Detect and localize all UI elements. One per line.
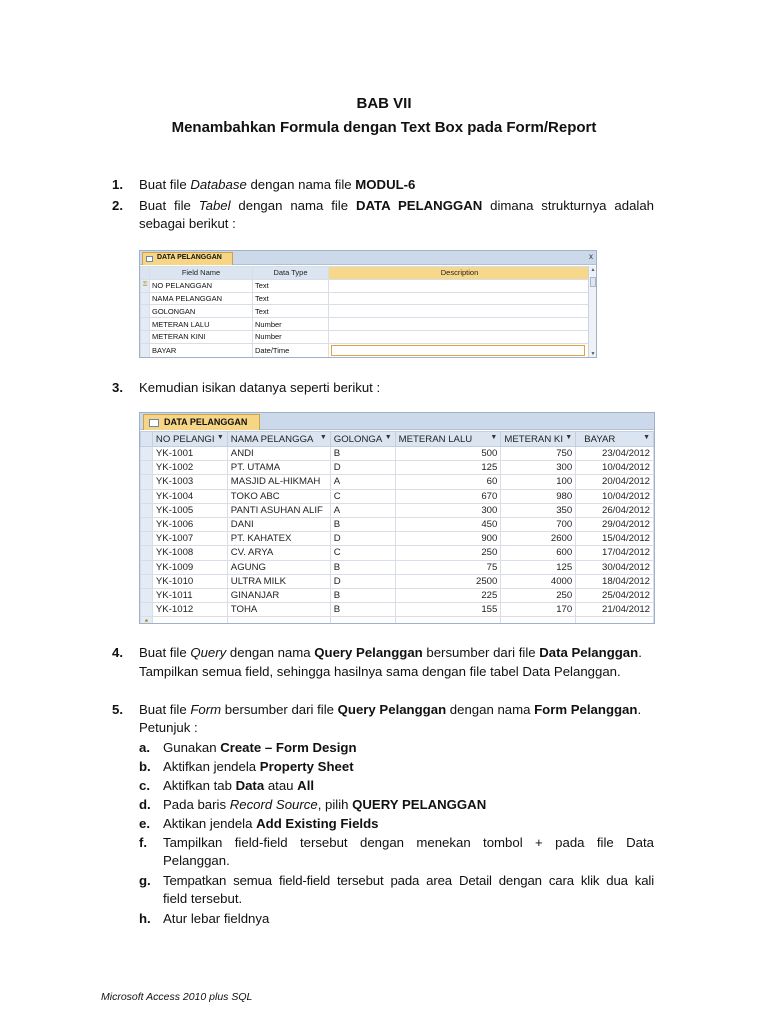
text: dengan nama file [230, 198, 356, 213]
table-cell[interactable]: 2500 [395, 574, 501, 588]
substep-c-text [163, 776, 314, 795]
text: dengan nama [226, 645, 315, 660]
text: Buat file [139, 177, 191, 192]
table-cell[interactable]: A [330, 475, 395, 489]
table-icon [149, 419, 159, 427]
field-name-cell[interactable]: BAYAR [150, 343, 253, 357]
datasheet-window [139, 412, 655, 624]
table-cell[interactable]: MASJID AL-HIKMAH [227, 475, 330, 489]
table-row[interactable] [141, 489, 654, 503]
table-cell[interactable]: C [330, 546, 395, 560]
tab-data-pelanggan[interactable] [143, 414, 260, 430]
text: Gunakan [163, 740, 221, 755]
row-selector[interactable] [141, 461, 153, 475]
text: . [638, 645, 642, 660]
column-header[interactable] [152, 432, 227, 447]
table-cell[interactable]: 350 [501, 503, 576, 517]
key-icon: ⚿ [141, 279, 150, 292]
table-cell[interactable]: GINANJAR [227, 588, 330, 602]
substep-letter: e. [139, 816, 150, 831]
page-title: Menambahkan Formula dengan Text Box pada Form/Report [171, 119, 597, 136]
substep-e-text [163, 814, 378, 833]
vertical-scrollbar[interactable] [588, 266, 596, 358]
data-type-cell[interactable]: Text [253, 292, 329, 305]
table-cell[interactable] [152, 617, 227, 624]
step-2-text [139, 196, 654, 215]
column-header[interactable]: Field Name [150, 267, 253, 280]
table-cell[interactable]: 4000 [501, 574, 576, 588]
design-grid [140, 266, 591, 358]
description-cell[interactable] [329, 292, 591, 305]
design-view-window [139, 250, 597, 358]
header-label: METERAN LALU [398, 433, 473, 445]
text-bold: Property Sheet [259, 759, 354, 774]
table-cell[interactable]: YK-1010 [152, 574, 227, 588]
table-cell[interactable]: YK-1003 [152, 475, 227, 489]
field-name-cell[interactable]: METERAN LALU [150, 318, 253, 331]
field-name-cell[interactable] [150, 357, 253, 358]
row-selector[interactable] [141, 574, 153, 588]
substep-letter: b. [139, 759, 151, 774]
scroll-thumb[interactable] [590, 277, 596, 287]
description-cell[interactable] [329, 330, 591, 343]
row-selector[interactable] [141, 343, 150, 357]
column-header[interactable] [227, 432, 330, 447]
description-cell-active[interactable] [329, 343, 591, 357]
description-cell[interactable] [329, 357, 591, 358]
table-cell[interactable]: 170 [501, 603, 576, 617]
column-header[interactable] [395, 432, 501, 447]
page-footer: Microsoft Access 2010 plus SQL [101, 991, 253, 1003]
step-3-text: Kemudian isikan datanya seperti berikut : [139, 380, 381, 395]
text: Pada baris [163, 797, 230, 812]
text-bold: All [297, 778, 315, 793]
row-selector[interactable] [141, 517, 153, 531]
table-row[interactable] [141, 447, 654, 461]
table-cell[interactable]: D [330, 574, 395, 588]
table-cell[interactable]: 900 [395, 532, 501, 546]
table-cell[interactable]: 750 [501, 447, 576, 461]
substep-g-line-2: field tersebut. [163, 891, 243, 906]
table-row[interactable] [141, 330, 591, 343]
substep-letter: h. [139, 911, 151, 926]
dropdown-arrow-icon[interactable]: ▼ [565, 433, 573, 441]
tab-bar [140, 413, 654, 430]
data-type-cell[interactable] [253, 357, 329, 358]
table-cell[interactable]: B [330, 447, 395, 461]
column-header[interactable] [576, 432, 654, 447]
text: dimana strukturnya adalah [482, 198, 654, 213]
close-icon[interactable]: x [589, 252, 593, 261]
step-2-line-2: sebagai berikut : [139, 216, 236, 231]
step-5-text [139, 700, 641, 719]
table-cell[interactable]: YK-1001 [152, 447, 227, 461]
row-selector[interactable] [141, 357, 150, 358]
row-selector[interactable] [141, 447, 153, 461]
dropdown-arrow-icon[interactable]: ▼ [384, 433, 392, 441]
tab-label: DATA PELANGGAN [157, 254, 222, 261]
step-number: 3. [112, 380, 123, 395]
text-bold: DATA PELANGGAN [355, 198, 483, 213]
table-row[interactable] [141, 343, 591, 357]
table-row[interactable] [141, 357, 591, 358]
table-row[interactable] [141, 574, 654, 588]
substep-b-text [163, 757, 354, 776]
table-cell[interactable]: 670 [395, 489, 501, 503]
text-bold: Data [235, 778, 265, 793]
table-cell[interactable]: D [330, 461, 395, 475]
table-cell[interactable]: B [330, 603, 395, 617]
table-row[interactable] [141, 475, 654, 489]
step-1-text [139, 175, 415, 194]
table-cell[interactable]: DANI [227, 517, 330, 531]
column-header[interactable] [501, 432, 576, 447]
table-cell[interactable]: 26/04/2012 [576, 503, 654, 517]
table-cell[interactable]: 29/04/2012 [576, 517, 654, 531]
table-cell[interactable]: YK-1009 [152, 560, 227, 574]
substep-letter: a. [139, 740, 150, 755]
step-number: 2. [112, 198, 123, 213]
row-selector[interactable] [141, 330, 150, 343]
dropdown-arrow-icon[interactable]: ▼ [643, 433, 650, 441]
text: Aktikan jendela [163, 816, 257, 831]
table-row[interactable] [141, 318, 591, 331]
table-cell[interactable]: 250 [501, 588, 576, 602]
description-cell[interactable] [329, 305, 591, 318]
table-cell[interactable]: 250 [395, 546, 501, 560]
table-cell[interactable]: PT. UTAMA [227, 461, 330, 475]
header-label: BAYAR [584, 433, 616, 445]
table-row[interactable] [141, 279, 591, 292]
table-cell[interactable]: 155 [395, 603, 501, 617]
table-cell[interactable]: ANDI [227, 447, 330, 461]
table-cell[interactable]: 25/04/2012 [576, 588, 654, 602]
table-icon [146, 256, 153, 262]
table-cell[interactable]: D [330, 532, 395, 546]
table-cell[interactable]: YK-1002 [152, 461, 227, 475]
corner-cell [141, 267, 150, 280]
text-bold: Data Pelanggan [539, 645, 639, 660]
substep-letter: g. [139, 873, 151, 888]
table-cell[interactable]: C [330, 489, 395, 503]
table-cell[interactable]: PT. KAHATEX [227, 532, 330, 546]
table-cell[interactable]: 450 [395, 517, 501, 531]
substep-letter: c. [139, 778, 150, 793]
data-type-cell[interactable]: Number [253, 330, 329, 343]
table-row[interactable] [141, 503, 654, 517]
table-cell[interactable]: 21/04/2012 [576, 603, 654, 617]
table-cell[interactable]: YK-1006 [152, 517, 227, 531]
table-row[interactable] [141, 292, 591, 305]
text-bold: Create – Form Design [220, 740, 357, 755]
data-type-cell[interactable]: Date/Time [253, 343, 329, 357]
text: bersumber dari file [221, 702, 338, 717]
table-row[interactable] [141, 546, 654, 560]
substep-g-text: Tempatkan semua field-field tersebut pada area Detail dengan cara klik dua kali [163, 873, 654, 888]
table-cell[interactable]: 23/04/2012 [576, 447, 654, 461]
table-cell[interactable] [330, 617, 395, 624]
text-bold: Query Pelanggan [337, 702, 447, 717]
substep-f-text: Tampilkan field-field tersebut dengan menekan tombol + pada file Data [163, 835, 654, 850]
hint-label: Petunjuk : [139, 720, 198, 735]
table-cell[interactable]: 300 [395, 503, 501, 517]
row-selector[interactable] [141, 489, 153, 503]
text-bold: Query Pelanggan [314, 645, 423, 660]
row-selector[interactable] [141, 475, 153, 489]
text: bersumber dari file [422, 645, 540, 660]
header-label: GOLONGA [333, 433, 383, 445]
table-row[interactable] [141, 560, 654, 574]
table-cell[interactable]: 10/04/2012 [576, 489, 654, 503]
chapter-title: BAB VII [356, 95, 412, 112]
field-name-cell[interactable]: NO PELANGGAN [150, 279, 253, 292]
table-row[interactable] [141, 588, 654, 602]
header-label: NAMA PELANGGA [230, 433, 314, 445]
text: Buat file [139, 702, 191, 717]
description-cell[interactable] [329, 318, 591, 331]
column-header[interactable]: Data Type [253, 267, 329, 280]
table-cell[interactable]: YK-1012 [152, 603, 227, 617]
text: , pilih [317, 797, 353, 812]
description-cell[interactable] [329, 279, 591, 292]
text: Buat file [139, 198, 199, 213]
text: dengan nama [446, 702, 535, 717]
data-type-cell[interactable]: Text [253, 305, 329, 318]
text: dengan nama file [246, 177, 356, 192]
row-selector[interactable] [141, 588, 153, 602]
row-selector[interactable] [141, 292, 150, 305]
table-cell[interactable]: TOHA [227, 603, 330, 617]
table-cell[interactable]: 700 [501, 517, 576, 531]
table-cell[interactable] [227, 617, 330, 624]
text-italic: Tabel [198, 198, 231, 213]
datasheet-grid [140, 431, 654, 624]
field-name-cell[interactable]: METERAN KINI [150, 330, 253, 343]
text-bold: MODUL-6 [355, 177, 416, 192]
header-label: METERAN KI [504, 433, 563, 445]
table-cell[interactable]: 125 [501, 560, 576, 574]
text-bold: QUERY PELANGGAN [352, 797, 487, 812]
text-italic: Record Source [229, 797, 318, 812]
table-cell[interactable]: 225 [395, 588, 501, 602]
table-cell[interactable]: 18/04/2012 [576, 574, 654, 588]
table-row[interactable] [141, 461, 654, 475]
text: Buat file [139, 645, 191, 660]
text: Aktifkan tab [163, 778, 236, 793]
tab-data-pelanggan[interactable] [142, 252, 233, 265]
row-selector[interactable] [141, 503, 153, 517]
table-cell[interactable]: YK-1011 [152, 588, 227, 602]
row-selector[interactable] [141, 603, 153, 617]
table-row[interactable] [141, 603, 654, 617]
table-cell[interactable]: YK-1007 [152, 532, 227, 546]
table-cell[interactable]: B [330, 517, 395, 531]
table-cell[interactable]: AGUNG [227, 560, 330, 574]
scroll-down-icon[interactable]: ▼ [590, 351, 596, 357]
table-cell[interactable]: 500 [395, 447, 501, 461]
dropdown-arrow-icon[interactable]: ▼ [319, 433, 327, 441]
dropdown-arrow-icon[interactable]: ▼ [216, 433, 224, 441]
new-record-marker[interactable]: * [141, 617, 153, 624]
data-type-cell[interactable]: Text [253, 279, 329, 292]
table-cell[interactable]: 980 [501, 489, 576, 503]
row-selector[interactable] [141, 560, 153, 574]
table-cell[interactable]: 125 [395, 461, 501, 475]
step-4-text [139, 643, 642, 662]
table-row[interactable] [141, 517, 654, 531]
table-cell[interactable] [576, 617, 654, 624]
table-cell[interactable]: 15/04/2012 [576, 532, 654, 546]
substep-letter: f. [139, 835, 148, 850]
substep-a-text [163, 738, 357, 757]
header-label: NO PELANGI [155, 433, 215, 445]
table-row[interactable] [141, 532, 654, 546]
substep-d-text [163, 795, 486, 814]
text-bold: Add Existing Fields [256, 816, 379, 831]
new-record-row[interactable] [141, 617, 654, 624]
tab-bar [140, 251, 596, 265]
row-selector[interactable] [141, 305, 150, 318]
table-cell[interactable]: YK-1005 [152, 503, 227, 517]
scroll-up-icon[interactable]: ▲ [590, 267, 596, 273]
tab-label: DATA PELANGGAN [164, 417, 248, 427]
table-cell[interactable]: YK-1004 [152, 489, 227, 503]
table-cell[interactable]: B [330, 560, 395, 574]
dropdown-arrow-icon[interactable]: ▼ [490, 433, 498, 441]
step-number: 5. [112, 702, 123, 717]
description-input[interactable] [331, 345, 585, 356]
step-number: 1. [112, 177, 123, 192]
row-selector[interactable] [141, 318, 150, 331]
select-all-cell[interactable] [141, 432, 153, 447]
table-cell[interactable]: 100 [501, 475, 576, 489]
data-type-cell[interactable]: Number [253, 318, 329, 331]
table-cell[interactable]: 600 [501, 546, 576, 560]
table-cell[interactable] [501, 617, 576, 624]
step-number: 4. [112, 645, 123, 660]
text: Aktifkan jendela [163, 759, 260, 774]
substep-h-text: Atur lebar fieldnya [163, 911, 270, 926]
text-italic: Database [190, 177, 247, 192]
substep-f-line-2: Pelanggan. [163, 853, 230, 868]
table-cell[interactable]: 75 [395, 560, 501, 574]
text-italic: Form [190, 702, 222, 717]
table-cell[interactable]: 60 [395, 475, 501, 489]
table-cell[interactable]: 20/04/2012 [576, 475, 654, 489]
step-4-line-2: Tampilkan semua field, sehingga hasilnya sama dengan file tabel Data Pelanggan. [139, 664, 621, 679]
text: . [637, 702, 642, 717]
table-cell[interactable]: PANTI ASUHAN ALIF [227, 503, 330, 517]
table-cell[interactable]: 10/04/2012 [576, 461, 654, 475]
table-cell[interactable]: A [330, 503, 395, 517]
table-cell[interactable]: 300 [501, 461, 576, 475]
text-bold: Form Pelanggan [534, 702, 638, 717]
table-cell[interactable]: ULTRA MILK [227, 574, 330, 588]
table-cell[interactable]: 17/04/2012 [576, 546, 654, 560]
table-cell[interactable]: TOKO ABC [227, 489, 330, 503]
table-cell[interactable]: YK-1008 [152, 546, 227, 560]
column-header[interactable]: Description [329, 267, 591, 280]
table-cell[interactable] [395, 617, 501, 624]
field-name-cell[interactable]: GOLONGAN [150, 305, 253, 318]
table-cell[interactable]: 2600 [501, 532, 576, 546]
field-name-cell[interactable]: NAMA PELANGGAN [150, 292, 253, 305]
table-cell[interactable]: CV. ARYA [227, 546, 330, 560]
row-selector[interactable] [141, 546, 153, 560]
table-cell[interactable]: 30/04/2012 [576, 560, 654, 574]
text: atau [264, 778, 298, 793]
column-header[interactable] [330, 432, 395, 447]
table-row[interactable] [141, 305, 591, 318]
text-italic: Query [190, 645, 227, 660]
table-cell[interactable]: B [330, 588, 395, 602]
row-selector[interactable] [141, 532, 153, 546]
substep-letter: d. [139, 797, 151, 812]
